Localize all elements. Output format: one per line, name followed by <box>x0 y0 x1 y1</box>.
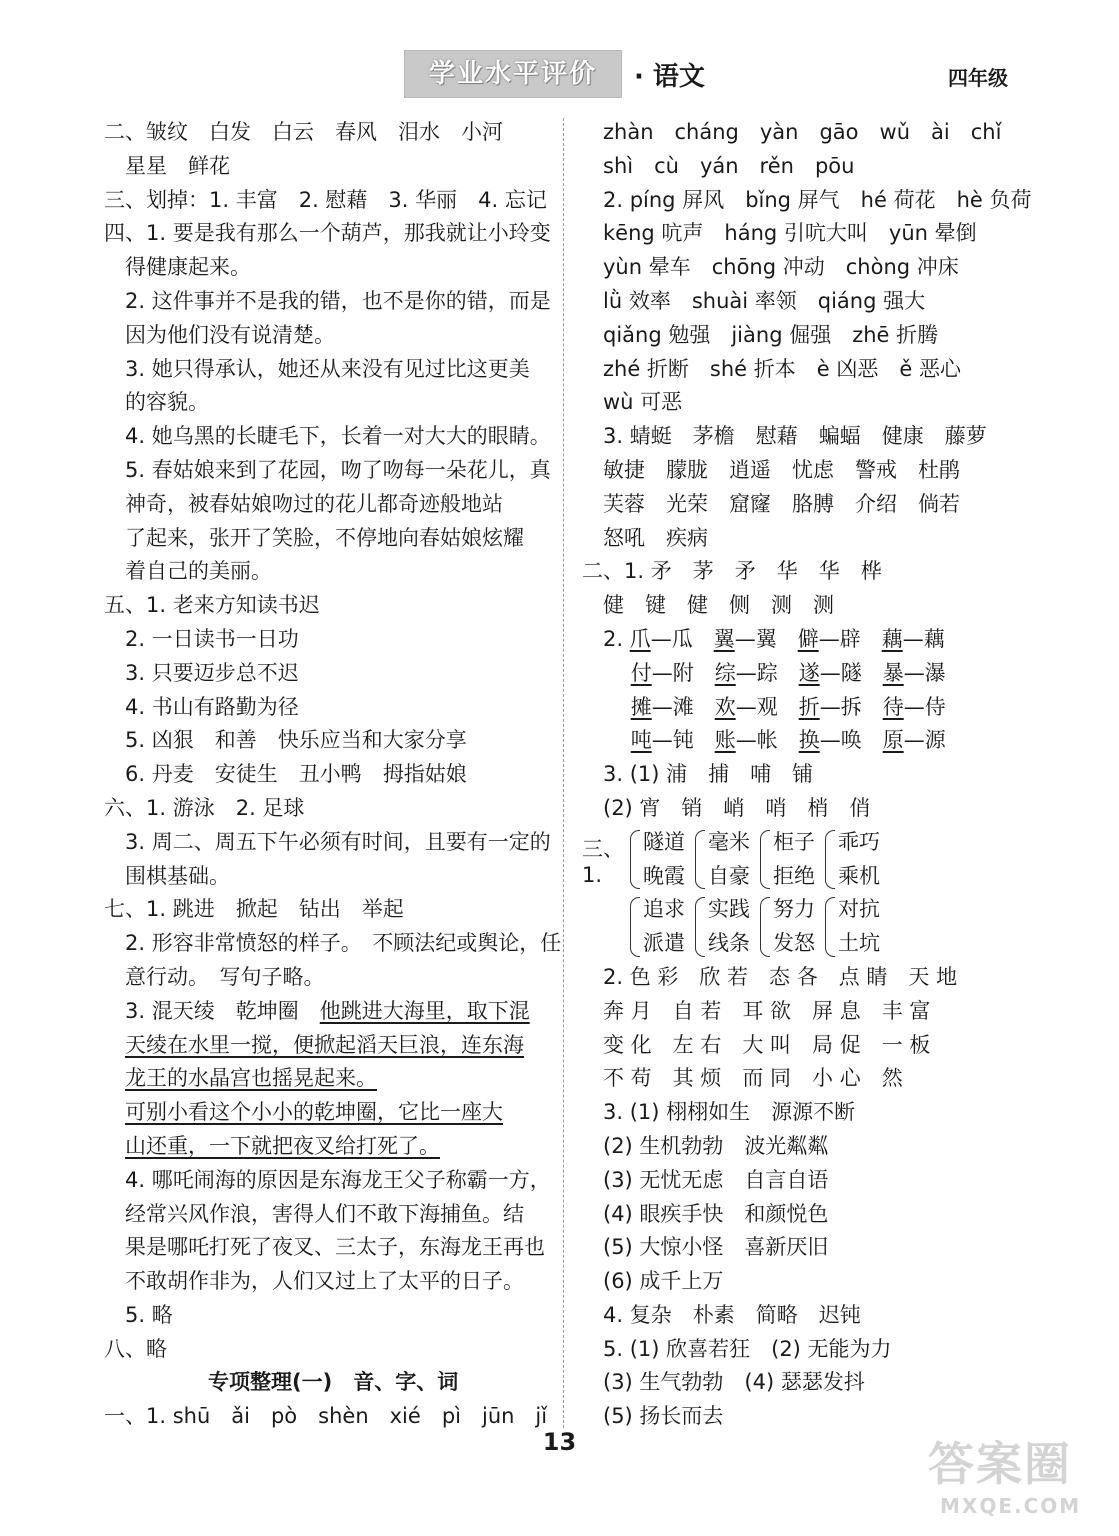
brace-word: 柜子 <box>773 829 815 854</box>
brace-word: 自豪 <box>708 863 750 888</box>
left-column <box>104 116 562 1434</box>
answer-line: 不敢胡作非为，人们又过上了太平的日子。 <box>104 1269 524 1294</box>
char-pair-block <box>582 623 1042 758</box>
underlined-char: 翼 <box>713 626 735 651</box>
answer-line: 5. 春姑娘来到了花园，吻了吻每一朵花儿，真 <box>104 457 551 482</box>
answer-line: 3. 只要迈步总不迟 <box>104 660 299 685</box>
answer-line: 果是哪吒打死了夜叉、三太子，东海龙王再也 <box>104 1235 545 1260</box>
answer-line: 健 键 健 侧 测 测 <box>582 593 834 618</box>
answer-line: 4. 她乌黑的长睫毛下，长着一对大大的眼睛。 <box>104 424 551 449</box>
underlined-char: 遂 <box>798 660 820 685</box>
pair-char: 瀑 <box>924 660 946 685</box>
pair-char: 滩 <box>672 694 694 719</box>
brace-word: 土坑 <box>838 931 880 956</box>
answer-line: 龙王的水晶宫也摇晃起来。 <box>125 1066 377 1091</box>
answer-line: 六、1. 游泳 2. 足球 <box>104 795 305 820</box>
answer-line: 4. 复杂 朴素 简略 迟钝 <box>582 1302 861 1327</box>
answer-line: 山还重，一下就把夜叉给打死了。 <box>125 1133 440 1158</box>
brace-word: 拒绝 <box>773 863 815 888</box>
section-title: 专项整理(一) 音、字、词 <box>208 1370 459 1395</box>
answer-line: yùn 晕车 chōng 冲动 chòng 冲床 <box>582 255 959 280</box>
answer-line: 神奇，被春姑娘吻过的花儿都奇迹般地站 <box>104 491 503 516</box>
answer-line: 4. 哪吒闹海的原因是东海龙王父子称霸一方， <box>104 1167 551 1192</box>
answer-line: 一、1. shū ǎi pò shèn xié pì jūn jǐ <box>104 1404 548 1429</box>
watermark-logo: 答案圈 MXQE.COM <box>928 1437 1082 1518</box>
brace-row <box>582 893 1042 961</box>
brace-pair <box>695 826 750 894</box>
answer-line: (2) 生机勃勃 波光粼粼 <box>582 1133 829 1158</box>
right-column <box>582 116 1042 1434</box>
answer-line: 天绫在水里一搅，便掀起滔天巨浪，连东海 <box>125 1032 524 1057</box>
right-answer-block-2 <box>582 961 1042 1434</box>
answer-line: qiǎng 勉强 jiàng 倔强 zhē 折腾 <box>582 322 939 347</box>
answer-line: (6) 成千上万 <box>582 1269 724 1294</box>
answer-line: 5. 凶狠 和善 快乐应当和大家分享 <box>104 728 467 753</box>
answer-line: 的容貌。 <box>104 390 209 415</box>
underlined-char: 爪 <box>629 626 651 651</box>
answer-line: 2. píng 屏风 bǐng 屏气 hé 荷花 hè 负荷 <box>582 187 1032 212</box>
answer-line: 八、略 <box>104 1336 167 1361</box>
underlined-char: 摊 <box>630 694 652 719</box>
underlined-char: 暴 <box>882 660 904 685</box>
brace-pair <box>760 826 815 894</box>
pair-char: 踪 <box>756 660 778 685</box>
answer-line: 经常兴风作浪，害得人们不敢下海捕鱼。结 <box>104 1201 524 1226</box>
underlined-char: 付 <box>630 660 652 685</box>
left-answer-block-2 <box>104 1164 554 1367</box>
pair-char: 钝 <box>672 728 694 753</box>
brace-pair <box>825 826 880 894</box>
answer-line: 着自己的美丽。 <box>104 559 272 584</box>
answer-line: 七、1. 跳进 掀起 钻出 举起 <box>104 897 404 922</box>
subject-label: · 语文 <box>634 62 705 92</box>
answer-line: (3) 生气勃勃 (4) 瑟瑟发抖 <box>582 1370 865 1395</box>
right-answer-block-q3 <box>582 758 1042 826</box>
pair-char: 唤 <box>840 728 862 753</box>
brace-icon <box>825 897 835 957</box>
pair-char: 辟 <box>839 626 861 651</box>
char-pair-row: 吨—钝 账—帐 换—唤 原—源 <box>630 728 946 753</box>
right-answer-block <box>582 116 1042 623</box>
answer-line: (5) 扬长而去 <box>582 1404 724 1429</box>
underlined-char: 账 <box>714 728 736 753</box>
answer-line: 奔 月 自 若 耳 欲 屏 息 丰 富 <box>582 998 931 1023</box>
brace-word: 晚霞 <box>643 863 685 888</box>
brace-word: 毫米 <box>708 829 750 854</box>
left-answer-block <box>104 116 562 995</box>
answer-line: 5. (1) 欣喜若狂 (2) 无能为力 <box>582 1336 892 1361</box>
underlined-char: 欢 <box>714 694 736 719</box>
answer-line: 2. 这件事并不是我的错，也不是你的错，而是 <box>104 288 551 313</box>
underlined-char: 僻 <box>797 626 819 651</box>
series-banner: 学业水平评价 <box>404 50 622 98</box>
pair-char: 源 <box>924 728 946 753</box>
pair-char: 附 <box>672 660 694 685</box>
answer-line: shì cù yán rěn pōu <box>582 153 855 178</box>
brace-word: 努力 <box>773 897 815 922</box>
pair-char: 瓜 <box>671 626 693 651</box>
answer-line: 3. 蜻蜓 茅檐 慰藉 蝙蝠 健康 藤萝 <box>582 424 987 449</box>
brace-word: 派遣 <box>643 931 685 956</box>
answer-line: 不 苟 其 烦 而 同 小 心 然 <box>582 1066 903 1091</box>
pair-char: 隧 <box>840 660 862 685</box>
brace-row-label: 三、1. <box>582 836 624 887</box>
char-pair-row: 2. 爪—瓜 翼—翼 僻—辟 藕—藕 <box>582 626 945 651</box>
brace-icon <box>630 830 640 890</box>
brace-word: 发怒 <box>773 931 815 956</box>
answer-line: 五、1. 老来方知读书迟 <box>104 593 320 618</box>
answer-line: 3. 她只得承认，她还从来没有见过比这更美 <box>104 356 530 381</box>
brace-icon <box>695 830 705 890</box>
pair-char: 观 <box>756 694 778 719</box>
brace-pair <box>825 893 880 961</box>
answer-line: 敏捷 朦胧 逍遥 忧虑 警戒 杜鹃 <box>582 457 960 482</box>
answer-line: 3. 周二、周五下午必须有时间，且要有一定的 <box>104 829 551 854</box>
answer-line: 4. 书山有路勤为径 <box>104 694 299 719</box>
answer-line: zhàn cháng yàn gāo wǔ ài chǐ <box>582 120 1002 144</box>
underlined-char: 原 <box>882 728 904 753</box>
answer-line: 2. 色 彩 欣 若 态 各 点 睛 天 地 <box>582 964 958 989</box>
answer-line: 3. 混天绫 乾坤圈 他跳进大海里，取下混 <box>104 998 530 1023</box>
pair-char: 帐 <box>756 728 778 753</box>
answer-line: 2. 一日读书一日功 <box>104 626 299 651</box>
brace-word: 追求 <box>643 897 685 922</box>
underlined-char: 综 <box>714 660 736 685</box>
answer-line: 芙蓉 光荣 窟窿 胳膊 介绍 倘若 <box>582 491 960 516</box>
answer-line: 三、划掉：1. 丰富 2. 慰藉 3. 华丽 4. 忘记 <box>104 187 547 212</box>
brace-pair <box>630 826 685 894</box>
answer-line: 可别小看这个小小的乾坤圈，它比一座大 <box>125 1100 503 1125</box>
answer-line: 2. 形容非常愤怒的样子。 不顾法纪或舆论，任 <box>104 931 562 956</box>
brace-icon <box>825 830 835 890</box>
char-pair-row: 付—附 综—踪 遂—隧 暴—瀑 <box>630 660 946 685</box>
answer-line: zhé 折断 shé 折本 è 凶恶 ě 恶心 <box>582 356 961 381</box>
answer-line: kēng 吭声 háng 引吭大叫 yūn 晕倒 <box>582 221 977 246</box>
answer-line: 星星 鲜花 <box>104 153 230 178</box>
brace-word: 乘机 <box>838 863 880 888</box>
grade-label: 四年级 <box>948 66 1008 90</box>
brace-word-block <box>582 826 1042 961</box>
brace-pair <box>695 893 750 961</box>
answer-line: 四、1. 要是我有那么一个葫芦，那我就让小玲变 <box>104 221 551 246</box>
brace-icon <box>695 897 705 957</box>
answer-line: (5) 大惊小怪 喜新厌旧 <box>582 1235 829 1260</box>
answer-line: 6. 丹麦 安徒生 丑小鸭 拇指姑娘 <box>104 762 467 787</box>
char-pair-row: 摊—滩 欢—观 折—拆 待—侍 <box>630 694 946 719</box>
answer-line: 围棋基础。 <box>104 863 230 888</box>
brace-pair <box>630 893 685 961</box>
pair-char: 拆 <box>840 694 862 719</box>
underlined-char: 待 <box>882 694 904 719</box>
underlined-char: 折 <box>798 694 820 719</box>
brace-icon <box>760 897 770 957</box>
pair-char: 翼 <box>755 626 777 651</box>
brace-word: 实践 <box>708 897 750 922</box>
column-divider <box>563 118 564 1428</box>
brace-word: 线条 <box>708 931 750 956</box>
answer-line: 意行动。 写句子略。 <box>104 964 325 989</box>
answer-line: (4) 眼疾手快 和颜悦色 <box>582 1201 829 1226</box>
answer-line: 了起来，张开了笑脸，不停地向春姑娘炫耀 <box>104 525 524 550</box>
answer-line: 二、皱纹 白发 白云 春风 泪水 小河 <box>104 120 503 144</box>
answer-line: 3. (1) 浦 捕 哺 铺 <box>582 762 814 787</box>
brace-pair <box>760 893 815 961</box>
pair-char: 藕 <box>923 626 945 651</box>
answer-line: (3) 无忧无虑 自言自语 <box>582 1167 829 1192</box>
underlined-char: 吨 <box>630 728 652 753</box>
answer-line: 得健康起来。 <box>104 255 251 280</box>
answer-line: 怒吼 疾病 <box>582 525 708 550</box>
brace-icon <box>760 830 770 890</box>
answer-line: wù 可恶 <box>582 390 683 415</box>
brace-word: 乖巧 <box>838 829 880 854</box>
answer-line: 二、1. 矛 茅 矛 华 华 桦 <box>582 559 882 584</box>
pair-char: 侍 <box>924 694 946 719</box>
page-number: 13 <box>542 1428 577 1456</box>
answer-line: 因为他们没有说清楚。 <box>104 322 335 347</box>
underlined-char: 藕 <box>881 626 903 651</box>
page-header <box>0 0 1119 110</box>
answer-line: lǜ 效率 shuài 率领 qiáng 强大 <box>582 288 926 313</box>
brace-word: 隧道 <box>643 829 685 854</box>
brace-icon <box>630 897 640 957</box>
answer-line: 3. (1) 栩栩如生 源源不断 <box>582 1100 856 1125</box>
brace-row <box>582 826 1042 894</box>
answer-line: 变 化 左 右 大 叫 局 促 一 板 <box>582 1032 931 1057</box>
answer-line: (2) 宵 销 峭 哨 梢 俏 <box>582 795 871 820</box>
brace-word: 对抗 <box>838 897 880 922</box>
answer-line: 5. 略 <box>104 1302 173 1327</box>
underlined-char: 换 <box>798 728 820 753</box>
